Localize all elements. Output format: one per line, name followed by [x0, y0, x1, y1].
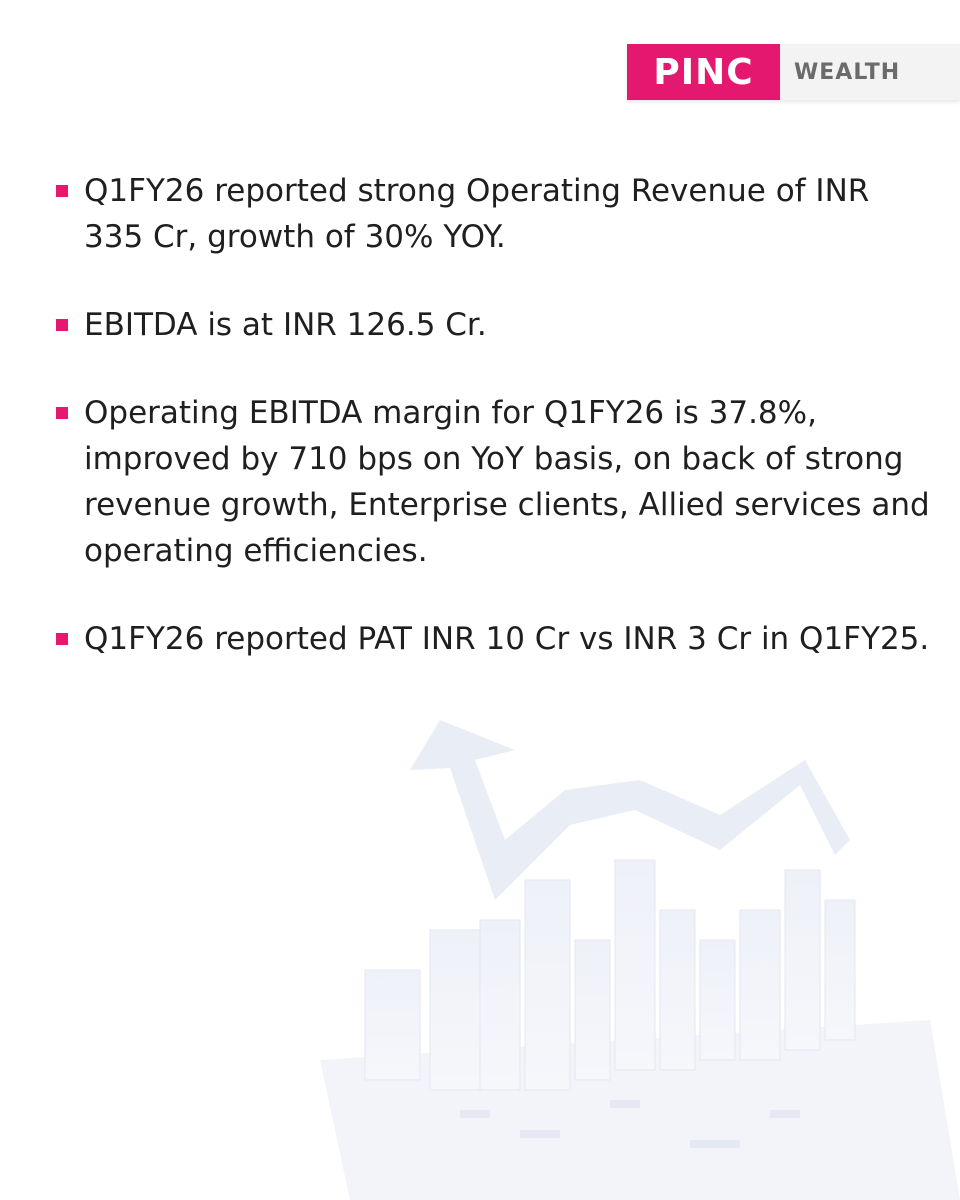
bullet-square-icon — [56, 185, 68, 197]
logo-wealth: WEALTH — [780, 44, 960, 100]
bullet-square-icon — [56, 319, 68, 331]
list-item-ebitda — [56, 302, 936, 348]
bullet-text: Q1FY26 reported PAT INR 10 Cr vs INR 3 Cr in Q1FY25. — [84, 621, 930, 657]
bullet-text: Operating EBITDA margin for Q1FY26 is 37.8%, improved by 710 bps on YoY basis, on back of strong revenue growth, Enterprise clients, Allied services and operating efficiencies. — [84, 395, 930, 569]
bullet-text: Q1FY26 reported strong Operating Revenue of INR 335 Cr, growth of 30% YOY. — [84, 173, 870, 255]
bullet-square-icon — [56, 407, 68, 419]
bullet-square-icon — [56, 633, 68, 645]
list-item-ebitda-margin — [56, 390, 936, 574]
list-item-operating-revenue — [56, 168, 936, 260]
background-growth-chart-illustration — [290, 640, 960, 1200]
results-highlights-list — [56, 168, 936, 704]
bullet-text: EBITDA is at INR 126.5 Cr. — [84, 307, 487, 343]
list-item-pat — [56, 616, 936, 662]
logo-pinc: PINC — [627, 44, 780, 100]
pinc-wealth-logo — [627, 44, 960, 100]
